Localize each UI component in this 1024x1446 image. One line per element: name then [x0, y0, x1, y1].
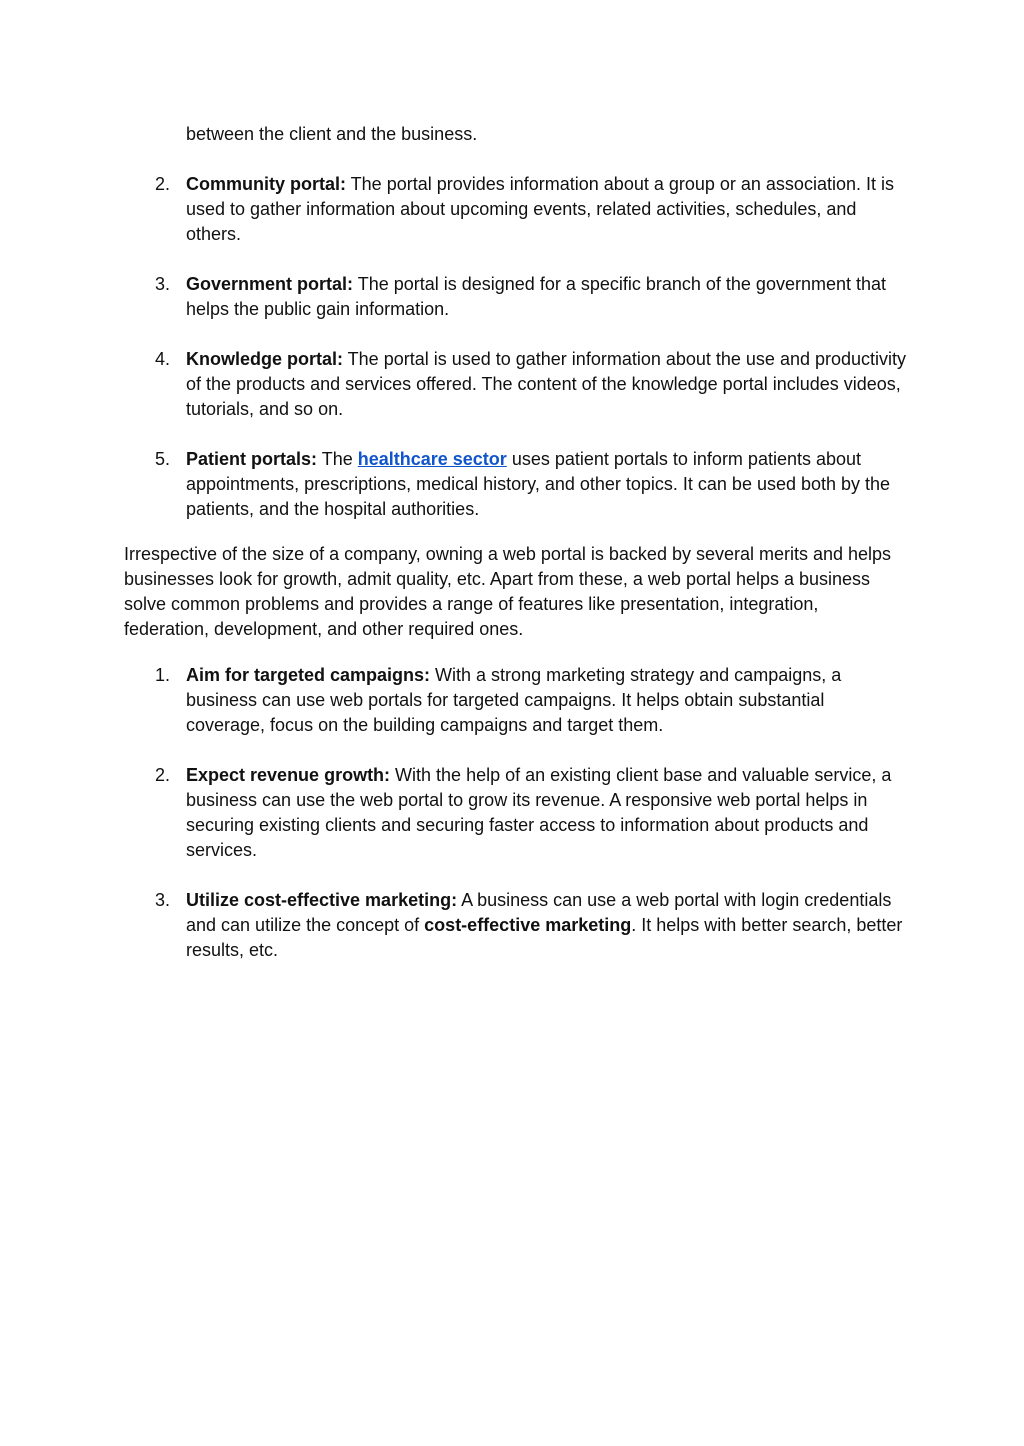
list-item-term: Aim for targeted campaigns:	[186, 665, 431, 685]
continuation-text: between the client and the business.	[186, 124, 478, 144]
list-item-term: Community portal:	[186, 174, 346, 194]
list-item-term: Patient portals:	[186, 449, 318, 469]
list-item-text	[186, 888, 906, 963]
list-number: 4.	[155, 349, 171, 369]
list-item-text	[186, 447, 906, 522]
healthcare-sector-link[interactable]: healthcare sector	[357, 449, 507, 469]
inline-bold-term: cost-effective marketing	[424, 915, 632, 935]
list-number: 2.	[155, 765, 171, 785]
list-item-text	[186, 663, 906, 738]
benefits-list	[0, 663, 1024, 988]
list-item-description: With a strong marketing strategy and campaigns, a business can use web portals for targeted campaigns. It helps obtain substantial coverage, focus on the building campaigns and target them.	[186, 665, 842, 735]
list-item-description: The portal is used to gather information about the use and productivity of the products and services offered. The content of the knowledge portal includes videos, tutorials, and so on.	[186, 349, 907, 419]
list-item	[0, 172, 906, 247]
list-item	[0, 663, 906, 738]
list-item-description: With the help of an existing client base and valuable service, a business can use the web portal to grow its revenue. A responsive web portal helps in securing existing clients and securing faster access to information about products and services.	[186, 765, 892, 860]
list-item-description-start: The	[317, 449, 358, 469]
list-item-text	[186, 172, 906, 247]
list-item-description-end: uses patient portals to inform patients about appointments, prescriptions, medical history, and other topics. It can be used both by the patients, and the hospital authorities.	[186, 449, 891, 519]
list-item-term: Utilize cost-effective marketing:	[186, 890, 458, 910]
list-item-description-start: A business can use a web portal with login credentials and can utilize the concept of	[186, 890, 892, 935]
list-item-text	[186, 272, 906, 322]
body-paragraph: Irrespective of the size of a company, owning a web portal is backed by several merits and helps businesses look for growth, admit quality, etc. Apart from these, a web portal helps a business solve common problems and provides a range of features like presentation, integration, federation, development, and other required ones.	[124, 544, 892, 639]
portal-types-list	[0, 172, 1024, 547]
list-item	[0, 272, 906, 322]
list-item	[0, 347, 906, 422]
list-number: 5.	[155, 449, 171, 469]
list-item-term: Expect revenue growth:	[186, 765, 391, 785]
list-item	[0, 888, 906, 963]
list-item-text	[186, 763, 906, 863]
list-item-term: Government portal:	[186, 274, 354, 294]
list-number: 1.	[155, 665, 171, 685]
list-item-description-end: . It helps with better search, better results, etc.	[186, 915, 903, 960]
list-item	[0, 447, 906, 522]
list-item	[0, 763, 906, 863]
list-item-term: Knowledge portal:	[186, 349, 343, 369]
list-number: 3.	[155, 274, 171, 294]
list-number: 2.	[155, 174, 171, 194]
list-item-description: The portal provides information about a group or an association. It is used to gather information about upcoming events, related activities, schedules, and others.	[186, 174, 894, 244]
list-number: 3.	[155, 890, 171, 910]
list-item-text	[186, 347, 906, 422]
list-item-description: The portal is designed for a specific branch of the government that helps the public gain information.	[186, 274, 887, 319]
